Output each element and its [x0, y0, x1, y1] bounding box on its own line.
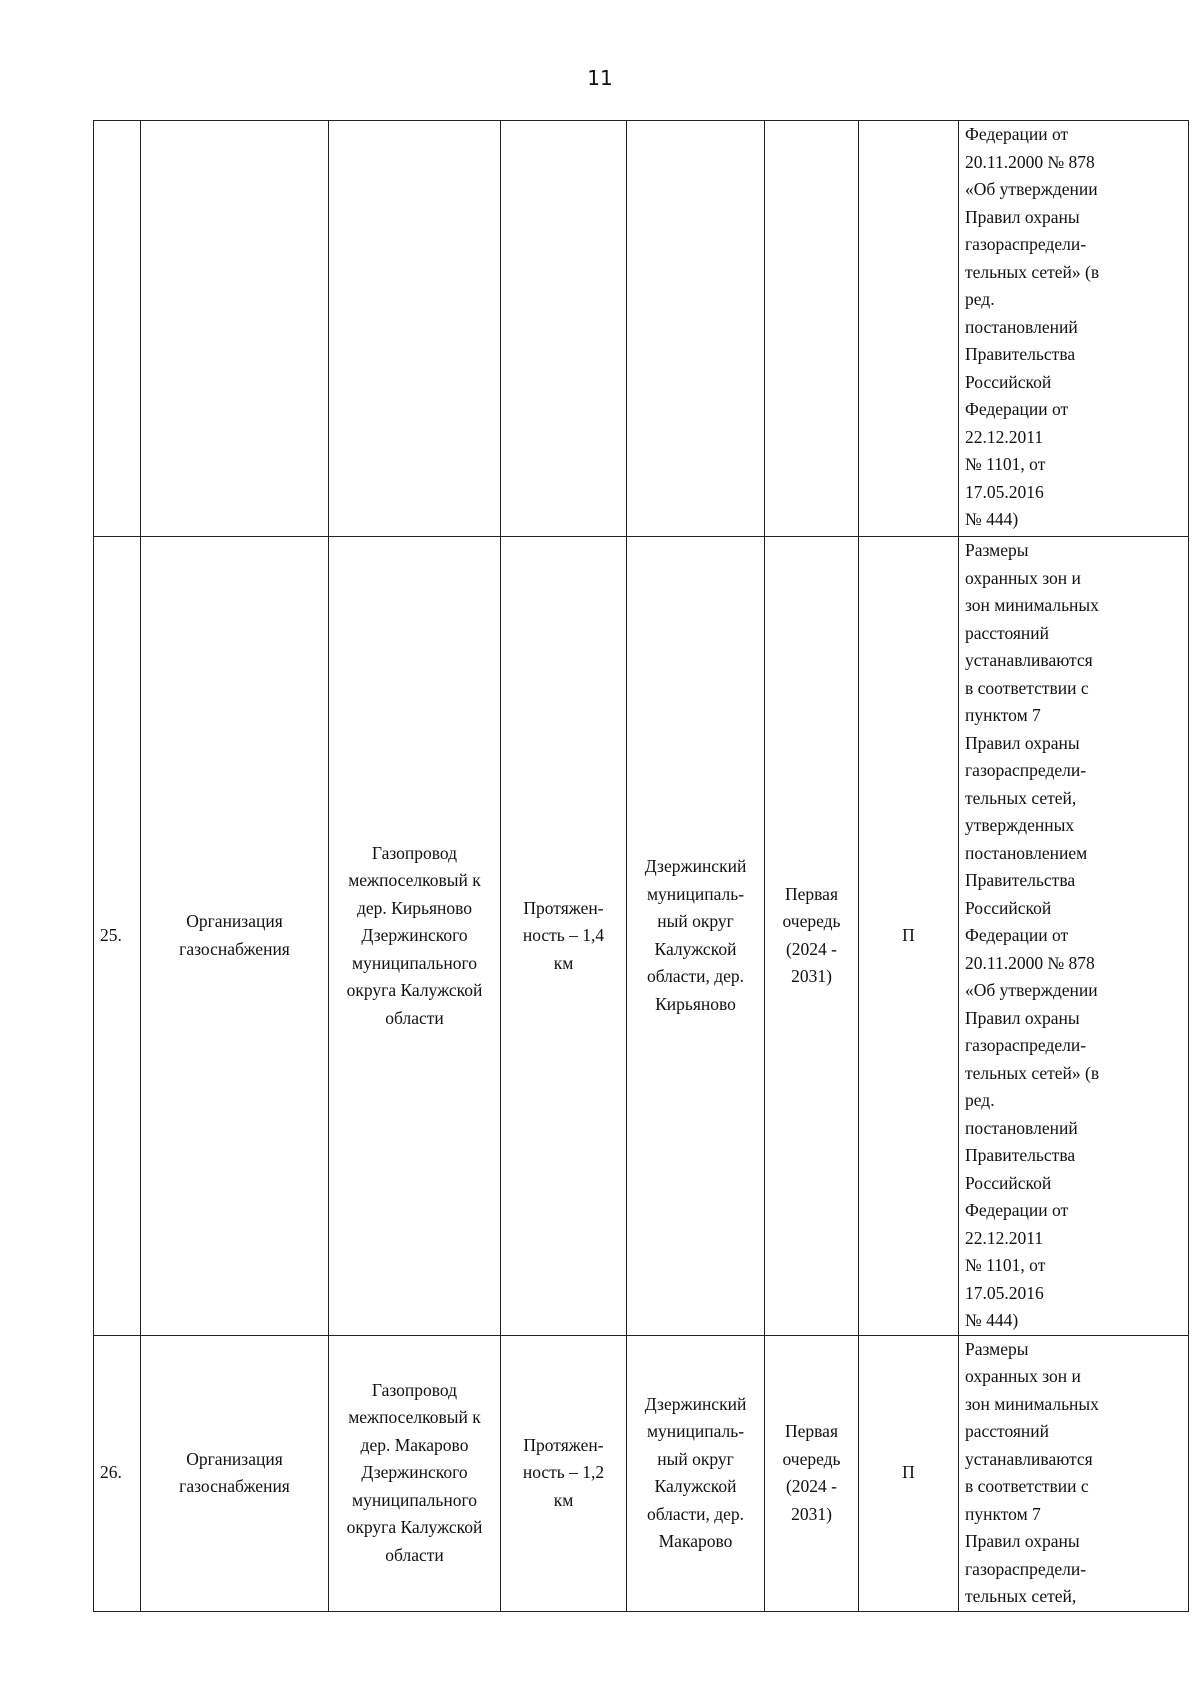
- planned-objects-table: [93, 120, 1189, 1612]
- text-line: Газопровод: [371, 842, 458, 863]
- text-line: Газопровод: [371, 1379, 458, 1400]
- text-line: округа Калужской: [346, 1517, 483, 1538]
- text-line: постановлением: [965, 842, 1088, 863]
- text-line: муниципаль-: [646, 883, 745, 904]
- text-line: 20.11.2000 № 878: [965, 151, 1095, 172]
- location-cell: [627, 537, 765, 1336]
- text-line: № 1101, от: [965, 454, 1046, 474]
- text-line: Дзержинский: [644, 1393, 747, 1414]
- text-line: Федерации от: [965, 925, 1069, 945]
- text-line: межпоселковый к: [348, 1407, 481, 1428]
- characteristics-cell: [501, 1335, 627, 1611]
- text-line: постановлений: [965, 1117, 1078, 1138]
- text-line: 17.05.2016: [965, 1282, 1044, 1303]
- location-cell: [627, 1335, 765, 1611]
- text-line: пунктом 7: [965, 1503, 1041, 1524]
- text-line: округа Калужской: [346, 980, 483, 1000]
- text-line: газораспредели-: [965, 234, 1087, 254]
- text-line: Дзержинский: [644, 856, 747, 877]
- text-line: (2024 -: [785, 1476, 838, 1496]
- text-line: Правил охраны: [965, 1531, 1080, 1551]
- text-line: 17.05.2016: [965, 481, 1044, 502]
- text-line: ный округ: [657, 1448, 734, 1469]
- text-line: 2031): [791, 1503, 832, 1524]
- table-row: [94, 121, 1189, 537]
- notes-cell: [959, 1335, 1189, 1611]
- text-line: Правил охраны: [965, 1007, 1080, 1028]
- text-line: Размеры: [965, 1338, 1029, 1359]
- text-line: муниципального: [352, 1489, 477, 1510]
- text-line: в соответствии с: [965, 677, 1089, 698]
- text-line: расстояний: [965, 622, 1050, 643]
- text-line: очередь: [782, 911, 841, 932]
- text-line: км: [553, 1489, 574, 1510]
- text-line: 22.12.2011: [965, 426, 1044, 447]
- text-line: постановлений: [965, 316, 1078, 337]
- text-line: 22.12.2011: [965, 1227, 1044, 1248]
- text-line: Протяжен-: [523, 897, 604, 918]
- text-line: зон минимальных: [965, 595, 1099, 615]
- text-line: № 1101, от: [965, 1255, 1046, 1275]
- text-line: расстояний: [965, 1421, 1050, 1441]
- text-line: Федерации от: [965, 1200, 1069, 1220]
- text-line: Правил охраны: [965, 732, 1080, 753]
- text-line: (2024 -: [785, 938, 838, 959]
- text-line: газораспредели-: [965, 760, 1087, 780]
- text-line: области, дер.: [646, 966, 745, 987]
- term-cell: [765, 121, 859, 537]
- status-cell: [859, 121, 959, 537]
- text-line: ность – 1,2: [522, 1462, 605, 1483]
- status-cell: П: [859, 1335, 959, 1611]
- text-line: области: [385, 1007, 444, 1028]
- text-line: охранных зон и: [965, 567, 1081, 588]
- text-line: Федерации от: [965, 399, 1069, 419]
- text-line: ность – 1,4: [522, 925, 605, 945]
- text-line: № 444): [965, 509, 1019, 529]
- text-line: № 444): [965, 1310, 1019, 1330]
- text-line: охранных зон и: [965, 1366, 1081, 1386]
- text-line: Правительства: [965, 344, 1076, 364]
- text-line: дер. Кирьяново: [357, 897, 472, 918]
- object-cell: [329, 121, 501, 537]
- text-line: очередь: [782, 1448, 841, 1469]
- text-line: 20.11.2000 № 878: [965, 952, 1095, 973]
- text-line: области: [385, 1544, 444, 1565]
- term-cell: [765, 537, 859, 1336]
- text-line: устанавливаются: [965, 650, 1093, 670]
- text-line: муниципаль-: [646, 1421, 745, 1441]
- text-line: 2031): [791, 966, 832, 987]
- text-line: Российской: [965, 897, 1052, 918]
- text-line: зон минимальных: [965, 1393, 1099, 1414]
- text-line: газораспредели-: [965, 1035, 1087, 1055]
- purpose-cell: Организация газоснабжения: [141, 537, 329, 1336]
- text-line: Правительства: [965, 1145, 1076, 1165]
- text-line: муниципального: [352, 952, 477, 973]
- page-number: 11: [587, 66, 613, 90]
- object-cell: [329, 1335, 501, 1611]
- text-line: Калужской: [654, 1476, 737, 1496]
- text-line: тельных сетей» (в: [965, 1062, 1100, 1083]
- table-row: [94, 537, 1189, 1336]
- purpose-cell: [141, 121, 329, 537]
- text-line: Первая: [784, 1421, 838, 1441]
- text-line: Макарово: [658, 1531, 733, 1551]
- text-line: Дзержинского: [361, 1462, 468, 1483]
- text-line: Правил охраны: [965, 206, 1080, 227]
- status-cell: П: [859, 537, 959, 1336]
- text-line: ред.: [965, 289, 995, 309]
- text-line: «Об утверждении: [965, 980, 1098, 1000]
- text-line: Первая: [784, 883, 838, 904]
- purpose-cell: Организация газоснабжения: [141, 1335, 329, 1611]
- term-cell: [765, 1335, 859, 1611]
- characteristics-cell: [501, 537, 627, 1336]
- text-line: тельных сетей» (в: [965, 261, 1100, 282]
- notes-cell: [959, 121, 1189, 537]
- number-cell: [94, 121, 141, 537]
- text-line: Федерации от: [965, 124, 1069, 144]
- text-line: Российской: [965, 371, 1052, 392]
- text-line: Российской: [965, 1172, 1052, 1193]
- table-row: [94, 1335, 1189, 1611]
- text-line: пунктом 7: [965, 705, 1041, 725]
- text-line: Калужской: [654, 938, 737, 959]
- text-line: ный округ: [657, 911, 734, 932]
- text-line: «Об утверждении: [965, 179, 1098, 199]
- text-line: Кирьяново: [655, 993, 736, 1014]
- text-line: км: [553, 952, 574, 973]
- text-line: утвержденных: [965, 815, 1075, 835]
- text-line: дер. Макарово: [360, 1434, 469, 1455]
- text-line: области, дер.: [646, 1503, 745, 1524]
- text-line: Протяжен-: [523, 1434, 604, 1455]
- number-cell: 26.: [94, 1335, 141, 1611]
- text-line: тельных сетей,: [965, 787, 1077, 808]
- location-cell: [627, 121, 765, 537]
- text-line: Правительства: [965, 870, 1076, 890]
- text-line: ред.: [965, 1090, 995, 1110]
- text-line: устанавливаются: [965, 1448, 1093, 1469]
- text-line: тельных сетей,: [965, 1586, 1077, 1606]
- notes-cell: [959, 537, 1189, 1336]
- number-cell: 25.: [94, 537, 141, 1336]
- object-cell: [329, 537, 501, 1336]
- text-line: газораспредели-: [965, 1558, 1087, 1579]
- text-line: в соответствии с: [965, 1476, 1089, 1496]
- text-line: межпоселковый к: [348, 870, 481, 890]
- characteristics-cell: [501, 121, 627, 537]
- text-line: Размеры: [965, 540, 1029, 560]
- text-line: Дзержинского: [361, 925, 468, 945]
